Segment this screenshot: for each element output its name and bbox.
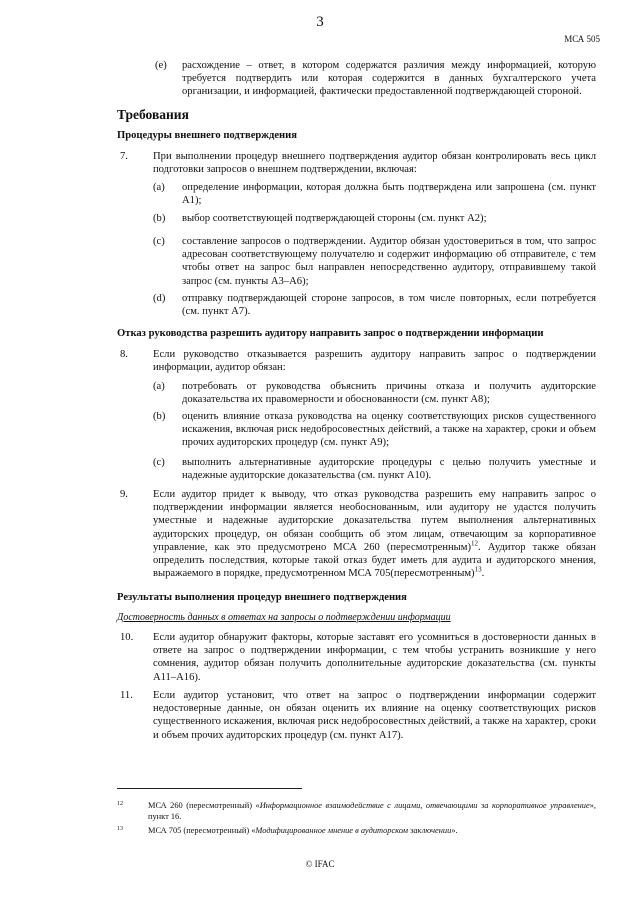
- list-item: оценить влияние отказа руководства на оценку соответствующих рисков существенного искажения, включая риск недобросовестных действий, а также на характер, сроки и объем прочих аудиторских процедур (см. пункт A9);: [182, 411, 596, 449]
- list-item: потребовать от руководства объяснить причины отказа и получить аудиторские доказательства их правомерности и обоснованности (см. пункт A8);: [182, 381, 596, 406]
- paragraph-9-part-b: . Аудитор также обязан определить последствия, которые такой отказ будет иметь для аудита и аудиторского мнения, выражаемого в порядке, предусмотренном МСА 705(пересмотренным): [153, 541, 596, 580]
- list-item: отправку подтверждающей стороне запросов, в том числе повторных, если потребуется (см. пункт A7).: [182, 293, 596, 318]
- paragraph-number: 7.: [120, 151, 128, 162]
- footnote-13: [148, 825, 596, 836]
- list-item: составление запросов о подтверждении. Аудитор обязан удостовериться в том, что запрос адресован соответствующему получателю и содержит информацию об отправителе, с тем чтобы ответ на запрос был направлен непосредственно аудитору, отправившему такой запрос (см. пункты A3–A6);: [182, 236, 596, 287]
- footnote-number: 12: [117, 801, 123, 807]
- item-marker: (c): [153, 236, 165, 247]
- section-heading-confirmation-results: Результаты выполнения процедур внешнего подтверждения: [117, 592, 407, 603]
- item-marker: (a): [153, 182, 165, 193]
- footnote-suffix: », пункт 16.: [148, 801, 596, 821]
- paragraph-8-text: Если руководство отказывается разрешить аудитору направить запрос о подтверждении информации, аудитор обязан:: [153, 349, 596, 374]
- section-heading-external-confirmation: Процедуры внешнего подтверждения: [117, 130, 297, 141]
- standard-code: МСА 505: [564, 34, 600, 44]
- footnote-prefix: МСА 260 (пересмотренный) «: [148, 801, 260, 810]
- paragraph-number: 9.: [120, 489, 128, 500]
- requirements-heading: Требования: [117, 107, 189, 122]
- footnote-prefix: МСА 705 (пересмотренный) «: [148, 826, 256, 835]
- paragraph-9-part-a: Если аудитор придет к выводу, что отказ руководства разрешить ему направить запрос о подтверждении информации является необоснованным, или аудитору не удастся получить уместные и надежные аудиторские доказательства путем выполнения альтернативных аудиторских процедур, он обязан сообщить об этом лицам, отвечающим за корпоративное управление, как это предусмотрено МСА 260 (пересмотренным): [153, 489, 596, 553]
- copyright-notice: © IFAC: [305, 859, 335, 869]
- list-item: выполнить альтернативные аудиторские процедуры с целью получить уместные и надежные аудиторские доказательства (см. пункт A10).: [182, 457, 596, 482]
- list-item: определение информации, которая должна быть подтверждена или запрошена (см. пункт A1);: [182, 182, 596, 207]
- item-marker: (b): [153, 411, 166, 422]
- footnote-suffix: ».: [451, 826, 458, 835]
- item-marker: (a): [153, 381, 165, 392]
- intro-item-text: расхождение – ответ, в котором содержатся различия между информацией, которую требуется подтвердить или которая содержится в данных бухгалтерского учета организации, и информацией, фактически предоставленной подтверждающей стороной.: [182, 60, 596, 98]
- paragraph-number: 8.: [120, 349, 128, 360]
- paragraph-7-text: При выполнении процедур внешнего подтверждения аудитор обязан контролировать весь цикл подготовки запросов о внешнем подтверждении, включая:: [153, 151, 596, 176]
- list-item: выбор соответствующей подтверждающей стороны (см. пункт A2);: [182, 213, 487, 224]
- paragraph-9-part-c: .: [481, 568, 485, 580]
- paragraph-10-text: Если аудитор обнаружит факторы, которые заставят его усомниться в достоверности данных в ответе на запрос о подтверждении информации, с тем чтобы устранить возникшие у него сомнения, аудитор обязан получить дополнительные аудиторские доказательства (см. пункты A11–A16).: [153, 632, 596, 683]
- item-marker: (d): [153, 293, 166, 304]
- footnote-12: [148, 800, 596, 822]
- paragraph-number: 11.: [120, 690, 133, 701]
- footnote-number: 13: [117, 826, 123, 832]
- item-marker: (c): [153, 457, 165, 468]
- paragraph-number: 10.: [120, 632, 134, 643]
- page-number: 3: [316, 14, 324, 30]
- footnote-ref-12: 12: [471, 539, 479, 548]
- footnote-ref-13: 13: [474, 565, 482, 574]
- item-marker: (b): [153, 213, 166, 224]
- subheading-reliability: Достоверность данных в ответах на запросы о подтверждении информации: [117, 612, 451, 623]
- paragraph-9-text: [153, 488, 596, 580]
- item-marker: (e): [155, 60, 167, 71]
- section-heading-management-refusal: Отказ руководства разрешить аудитору направить запрос о подтверждении информации: [117, 328, 544, 339]
- footnote-title: Модифицированное мнение в аудиторском заключении: [255, 826, 452, 835]
- footnote-title: Информационное взаимодействие с лицами, отвечающими за корпоративное управление: [259, 801, 590, 810]
- footnote-divider: [117, 788, 302, 789]
- paragraph-11-text: Если аудитор установит, что ответ на запрос о подтверждении информации содержит недостоверные данные, он обязан оценить их влияние на оценку соответствующих рисков существенного искажения, включая риск недобросовестных действий, а также на характер, сроки и объем прочих аудиторских процедур (см. пункт A17).: [153, 690, 596, 741]
